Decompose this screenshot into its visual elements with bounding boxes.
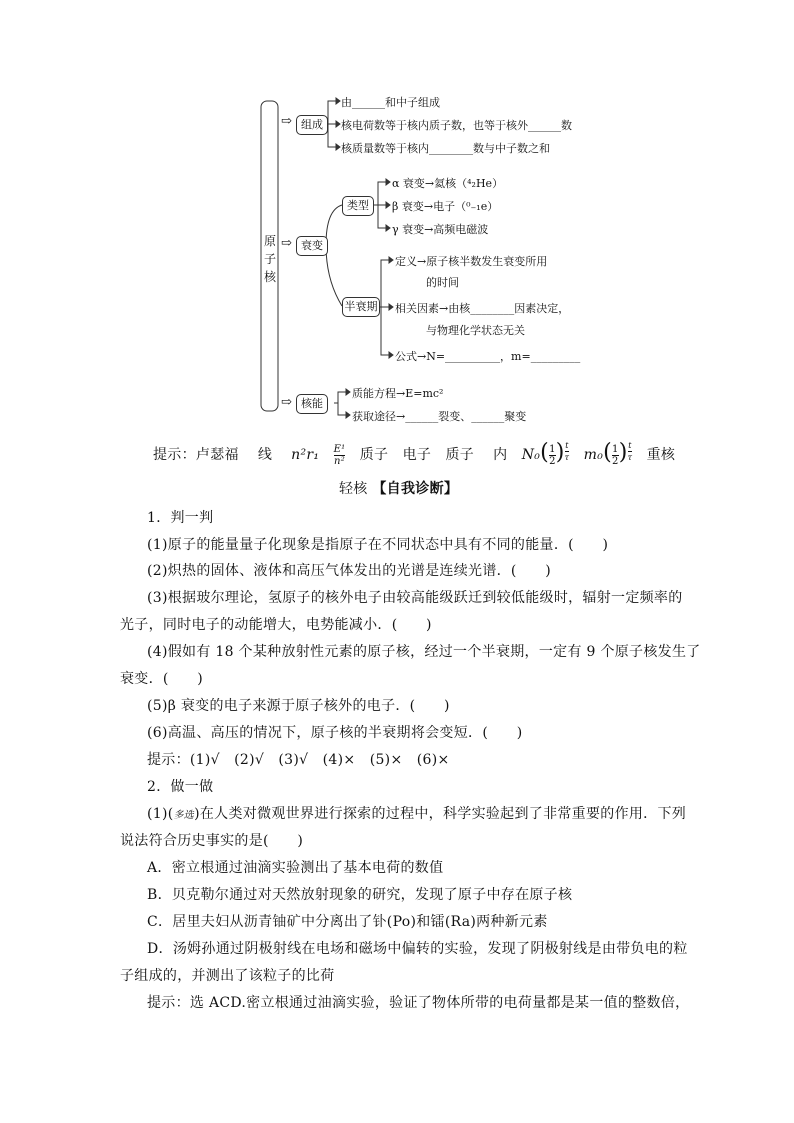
hint-answer: 线 [257,447,273,463]
half-life-item: 公式→N=__________，m=_________ [395,350,581,363]
decay-type-item: β 衰变→电子（⁰₋₁e） [392,200,499,213]
practice-question: (1)(多选)在人类对微观世界进行探索的过程中，科学实验起到了非常重要的作用．下列 [147,806,687,822]
composition-item: 由______和中子组成 [341,96,440,109]
hint-answer: 质子 [359,447,389,463]
judge-item: 衰变．( ) [120,671,204,687]
arrow-icon: ⇨ [281,236,292,251]
half-fraction: $\frac{1}{2}$ [612,443,619,467]
arrow-icon: ⇨ [281,114,292,129]
practice-heading: 2．做一做 [147,779,214,795]
node-half-life: 半衰期 [342,297,380,317]
hint-formula-m: m₀ [583,447,604,463]
composition-item: 核电荷数等于核内质子数，也等于核外______数 [341,119,572,132]
half-life-item: 相关因素→由核________因素决定， [395,302,570,315]
composition-item: 核质量数等于核内________数与中子数之和 [341,142,550,155]
judge-item: 光子，同时电子的动能增大，电势能减小．( ) [120,617,432,633]
node-energy: 核能 [296,394,328,414]
half-life-item: 与物理化学状态无关 [426,324,525,337]
judge-item: (4)假如有 18 个某种放射性元素的原子核，经过一个半衰期，一定有 9 个原子核发生了 [147,644,701,660]
energy-item: 质能方程→E=mc² [352,387,444,400]
option-d-line2: 子组成的，并测出了该粒子的比荷 [120,968,335,984]
node-composition: 组成 [296,115,328,135]
diagram-connectors [0,0,794,430]
arrow-icon: ⇨ [281,395,292,410]
hint-answer: 轻核 [339,481,368,497]
section-title: 【自我诊断】 [372,481,459,497]
option-b: B．贝克勒尔通过对天然放射现象的研究，发现了原子中存在原子核 [147,887,573,903]
hint-answer: 质子 [445,447,475,463]
judge-item: (1)原子的能量量子化现象是指原子在不同状态中具有不同的能量．( ) [147,537,609,553]
judge-heading: 1．判一判 [147,510,214,526]
decay-type-item: γ 衰变→高频电磁波 [392,223,489,236]
judge-item: (5)β 衰变的电子来源于原子核外的电子．( ) [147,698,450,714]
judge-item: (2)炽热的固体、液体和高压气体发出的光谱是连续光谱．( ) [147,563,552,579]
option-a: A．密立根通过油滴实验测出了基本电荷的数值 [147,860,444,876]
option-c: C．居里夫妇从沥青铀矿中分离出了钋(Po)和镭(Ra)两种新元素 [147,914,548,930]
root-label: 原子核 [263,234,276,284]
practice-question-line2: 说法符合历史事实的是( ) [120,833,304,849]
multi-select-tag: 多选 [173,810,195,821]
practice-hint: 提示：选 ACD.密立根通过油滴实验，验证了物体所带的电荷量都是某一值的整数倍， [147,995,690,1011]
half-life-item: 的时间 [426,276,459,289]
node-decay: 衰变 [296,236,328,256]
exponent-fraction: $\frac{t}{\tau}$ [627,441,633,462]
node-decay-type: 类型 [342,196,374,216]
judge-hint: 提示：(1)√ (2)√ (3)√ (4)× (5)× (6)× [147,752,450,768]
half-fraction: $\frac{1}{2}$ [549,443,556,467]
hint-answer-line2 [339,478,458,498]
judge-item: (3)根据玻尔理论，氢原子的核外电子由较高能级跃迁到较低能级时，辐射一定频率的 [147,590,683,606]
energy-fraction: $\frac{\text{E¹}}{\text{n²}}$ [333,443,346,467]
hint-answer: 内 [493,447,508,463]
hint-prefix: 提示：卢瑟福 [153,447,239,463]
hint-answer: 重核 [646,447,676,463]
energy-item: 获取途径→______裂变、______聚变 [352,410,527,423]
half-life-item: 定义→原子核半数发生衰变所用 [395,255,548,268]
hint-answer: 电子 [402,447,432,463]
decay-type-item: α 衰变→氦核（⁴₂He） [392,177,504,190]
hint-answer: n²r₁ [291,447,320,463]
judge-item: (6)高温、高压的情况下，原子核的半衰期将会变短．( ) [147,725,523,741]
option-d: D．汤姆孙通过阴极射线在电场和磁场中偏转的实验，发现了阴极射线是由带负电的粒 [147,941,688,957]
hint-answer-line: 提示：卢瑟福 线 n²r₁ $\frac{\text{E¹}}{\text{n²}}$ 质子 电子 质子 内 N₀( $\frac{1}{2}$ ) $\frac{t}{\tau}$ m₀( $\frac{1}{2}$ ) $\frac{t}{\tau}$ 重核 [153,440,676,467]
hint-formula-n: N₀ [521,447,541,463]
exponent-fraction: $\frac{t}{\tau}$ [564,441,570,462]
